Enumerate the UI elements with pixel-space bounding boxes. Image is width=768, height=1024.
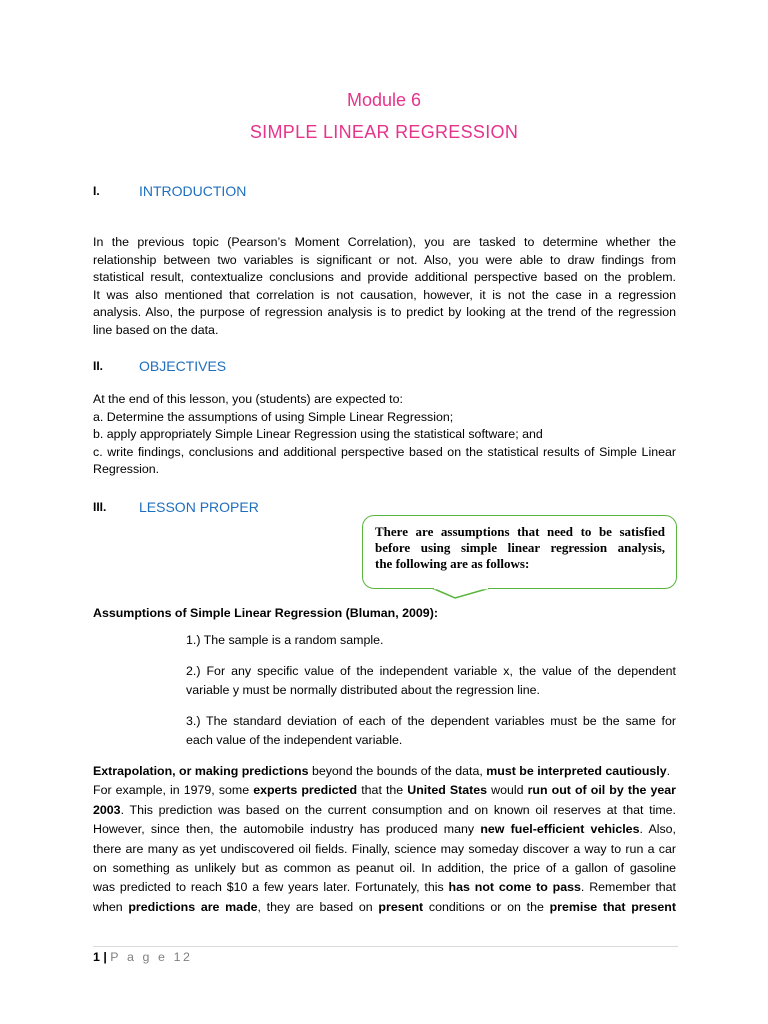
page-footer bbox=[93, 950, 193, 964]
footer-separator: | bbox=[103, 950, 107, 964]
bold-phrase: present bbox=[378, 899, 424, 914]
bold-phrase: new fuel-efficient vehicles bbox=[480, 822, 640, 837]
objective-item: Regression. bbox=[93, 462, 160, 477]
text-run: , they are based on bbox=[257, 899, 379, 914]
text-run: conditions or on the bbox=[423, 899, 550, 914]
objectives-list bbox=[93, 391, 676, 479]
text-run: . Also, bbox=[639, 822, 676, 837]
text-run: beyond the bounds of the data, bbox=[308, 764, 487, 778]
page-label: P a g e 12 bbox=[110, 950, 193, 964]
module-title: SIMPLE LINEAR REGRESSION bbox=[249, 122, 519, 142]
section-number: III. bbox=[93, 500, 107, 514]
text-run: would bbox=[487, 783, 528, 798]
paragraph-line bbox=[93, 898, 676, 917]
callout-bubble bbox=[362, 515, 677, 589]
paragraph-line: on something as unlikely but as common as peanut oil. In addition, the price of a gallon of gasoline bbox=[93, 861, 676, 876]
bold-phrase: must be interpreted cautiously bbox=[486, 764, 667, 778]
text-run: . bbox=[666, 764, 671, 778]
paragraph-line bbox=[93, 781, 676, 800]
assumption-line: 1.) The sample is a random sample. bbox=[186, 633, 384, 647]
paragraph-line bbox=[93, 878, 676, 897]
objectives-intro: At the end of this lesson, you (students) are expected to: bbox=[93, 392, 403, 406]
paragraph-line: analysis. Also, the purpose of regression analysis is to predict by looking at the trend of the regression bbox=[93, 305, 676, 320]
paragraph-line bbox=[93, 762, 676, 781]
text-run: . This prediction was based on the current consumption and on known oil reserves at that time. bbox=[120, 802, 676, 817]
assumption-item bbox=[186, 712, 676, 750]
text-run: was predicted to reach $10 a few years later. Fortunately, this bbox=[93, 880, 449, 895]
callout-line: before using simple linear regression analysis, bbox=[375, 540, 665, 555]
bold-phrase: Extrapolation, or making predictions bbox=[93, 764, 309, 778]
section-name: LESSON PROPER bbox=[139, 499, 259, 515]
text-run: . Remember that bbox=[580, 880, 676, 895]
paragraph-line: It was also mentioned that correlation is not causation, however, it is not the case in a regression bbox=[93, 287, 676, 302]
paragraph-line: there are many as yet undiscovered oil fields. Finally, science may someday discover a way to run a car bbox=[93, 841, 676, 856]
paragraph-line bbox=[93, 801, 676, 820]
text-run: For example, in 1979, some bbox=[93, 783, 254, 798]
bold-phrase: predictions are made bbox=[128, 899, 258, 914]
section-number: I. bbox=[93, 184, 100, 198]
assumption-item bbox=[186, 631, 676, 650]
assumption-item bbox=[186, 662, 676, 700]
module-number: Module 6 bbox=[346, 90, 422, 110]
paragraph-line: relationship between two variables is significant or not. Also, you were able to draw findings from bbox=[93, 252, 676, 267]
bold-phrase: premise that present bbox=[549, 899, 676, 914]
bold-phrase: has not come to pass bbox=[448, 880, 581, 895]
extrapolation-paragraph bbox=[93, 762, 676, 917]
bold-phrase: United States bbox=[407, 783, 488, 798]
footer-divider bbox=[93, 946, 678, 947]
page-number: 1 bbox=[93, 950, 100, 964]
paragraph-line bbox=[93, 820, 676, 839]
paragraph-line: In the previous topic (Pearson’s Moment Correlation), you are tasked to determine whether the bbox=[93, 235, 676, 249]
bold-phrase: run out of oil by the year bbox=[527, 783, 676, 798]
objective-item: a. Determine the assumptions of using Simple Linear Regression; bbox=[93, 409, 454, 424]
assumption-line: 3.) The standard deviation of each of the dependent variables must be the same for bbox=[186, 714, 676, 728]
assumptions-heading: Assumptions of Simple Linear Regression (Bluman, 2009): bbox=[93, 606, 438, 620]
objective-item: b. apply appropriately Simple Linear Regression using the statistical software; and bbox=[93, 427, 543, 442]
bold-phrase: 2003 bbox=[93, 802, 121, 817]
assumption-line: each value of the independent variable. bbox=[186, 733, 403, 747]
assumption-line: variable y must be normally distributed about the regression line. bbox=[186, 683, 541, 697]
callout-line: There are assumptions that need to be satisfied bbox=[375, 524, 665, 539]
section-name: OBJECTIVES bbox=[139, 358, 227, 374]
paragraph-line: statistical result, contextualize conclusions and provide additional perspective based on the problem. bbox=[93, 270, 676, 285]
assumption-line: 2.) For any specific value of the independent variable x, the value of the dependent bbox=[186, 664, 676, 678]
text-run: that the bbox=[357, 783, 408, 798]
text-run: However, since then, the automobile industry has produced many bbox=[93, 822, 481, 837]
objective-item: c. write findings, conclusions and additional perspective based on the statistical results of Simple Linear bbox=[93, 444, 676, 459]
text-run: when bbox=[93, 899, 129, 914]
section-name: INTRODUCTION bbox=[139, 183, 247, 199]
paragraph-line: line based on the data. bbox=[93, 322, 219, 337]
callout-line: the following are as follows: bbox=[375, 556, 530, 571]
callout-text bbox=[375, 524, 665, 572]
section-number: II. bbox=[93, 359, 104, 373]
introduction-paragraph bbox=[93, 234, 676, 340]
bold-phrase: experts predicted bbox=[253, 783, 358, 798]
